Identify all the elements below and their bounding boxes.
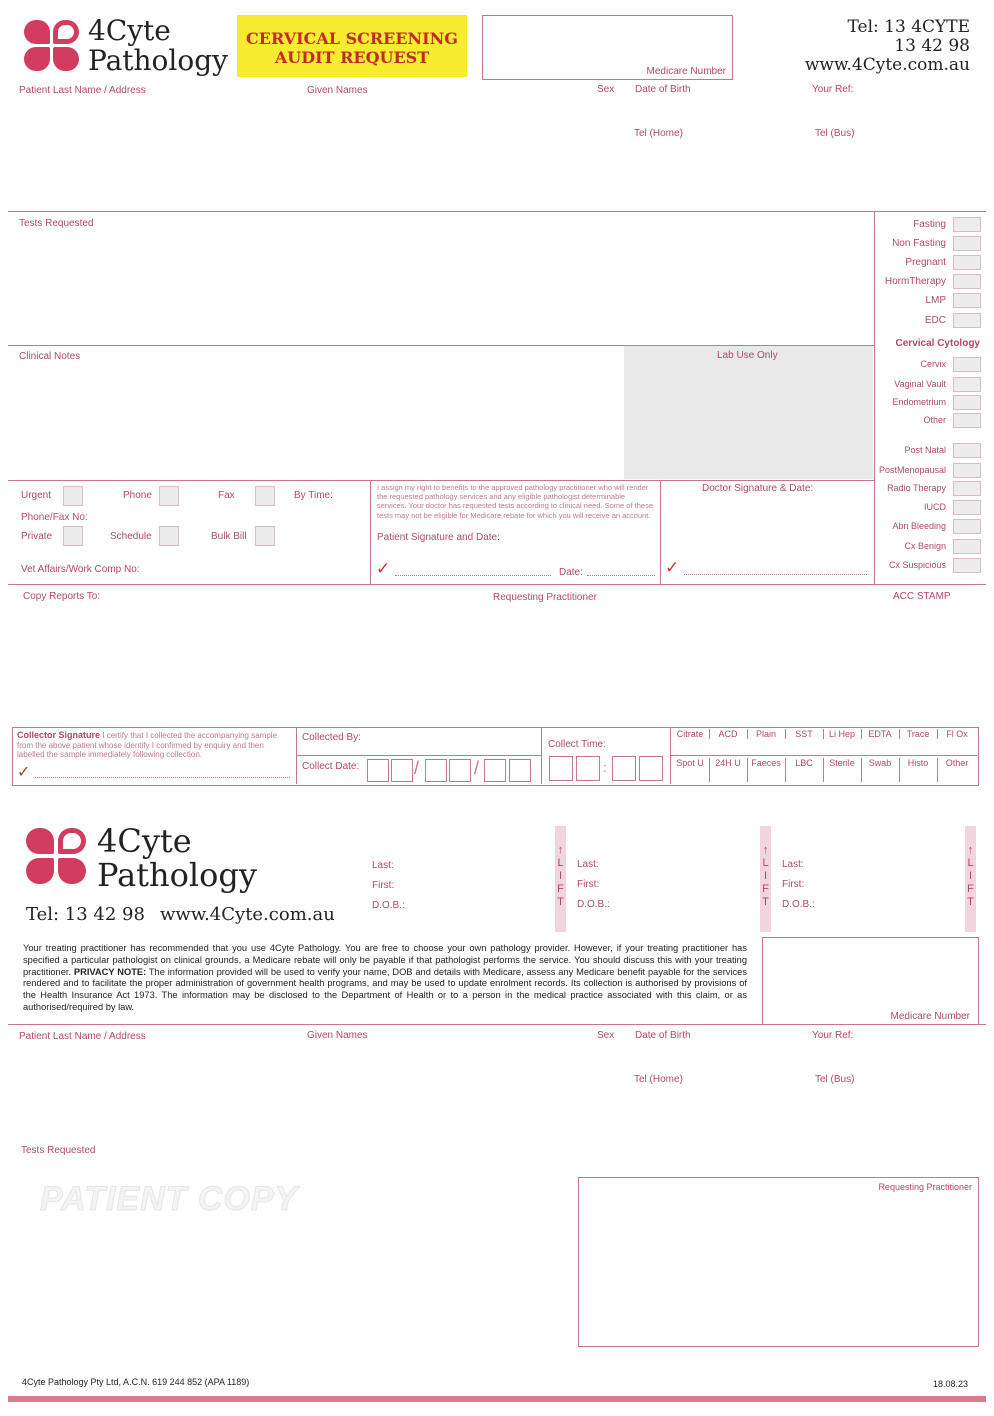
vaginal-vault-label: Vaginal Vault — [894, 379, 946, 389]
requesting-practitioner-label: Requesting Practitioner — [493, 592, 597, 603]
fasting-checkbox[interactable] — [953, 217, 981, 232]
bottom-requesting-label: Requesting Practitioner — [878, 1182, 972, 1192]
notice-text2: The information provided will be used to verify your name, DOB and details with Medicare, assess any Medicare benefit payable for the services rendered and to facilitate the proper administration of government health programs, and may be used to update enrolment records. Its collection is authorised by provisions of the Health Insurance Act 1973. The information may be disclosed to the Department of Health or to a person in the medical practice associated with this claim, or as authorised/required by law. — [23, 966, 747, 1012]
label3-dob: D.O.B.: — [782, 899, 815, 910]
patient-signature-line[interactable] — [395, 575, 551, 576]
collector-signature-line[interactable] — [35, 777, 290, 778]
doctor-signature-label: Doctor Signature & Date: — [702, 483, 814, 494]
lift-tab-2[interactable] — [760, 826, 771, 932]
patient-signature-check-icon: ✓ — [376, 559, 391, 578]
collector-title: Collector Signature — [17, 730, 101, 740]
your-ref-label: Your Ref: — [812, 84, 854, 95]
cx-benign-label: Cx Benign — [904, 541, 946, 551]
cervical-cytology-heading: Cervical Cytology — [895, 338, 980, 349]
audit-banner — [237, 15, 467, 77]
fax-label: Fax — [218, 490, 235, 501]
cervix-checkbox[interactable] — [953, 357, 981, 372]
bottom-logo-line1: 4Cyte — [97, 822, 192, 860]
phone-checkbox[interactable] — [159, 486, 179, 506]
bulk-bill-checkbox[interactable] — [255, 526, 275, 546]
bottom-dob-label: Date of Birth — [635, 1030, 691, 1041]
collector-desc: I certify that I collected the accompanying sample from the above patient whose identify I confirmed by enquiry and then labelled the sample immediately following collection. — [17, 731, 278, 759]
medicare-number-box[interactable] — [482, 15, 733, 80]
bottom-bar — [8, 1396, 986, 1402]
bottom-patient-last-name-label: Patient Last Name / Address — [19, 1031, 146, 1042]
other-label: Other — [923, 415, 946, 425]
tube-sst[interactable]: SST — [785, 729, 824, 739]
patient-last-name-label: Patient Last Name / Address — [19, 85, 146, 96]
label3-last: Last: — [782, 859, 804, 870]
label1-first: First: — [372, 880, 395, 891]
post-natal-label: Post Natal — [904, 445, 946, 455]
lab-use-only-area — [624, 346, 873, 479]
label3-first: First: — [782, 879, 805, 890]
footer-company: 4Cyte Pathology Pty Ltd, A.C.N. 619 244 852 (APA 1189) — [22, 1377, 250, 1387]
bottom-medicare-box[interactable] — [762, 937, 979, 1025]
bottom-logo-mark-icon — [26, 828, 54, 854]
date-line[interactable] — [587, 575, 655, 576]
abn-bleeding-label: Abn Bleeding — [892, 521, 946, 531]
edc-checkbox[interactable] — [953, 313, 981, 328]
non-fasting-checkbox[interactable] — [953, 236, 981, 251]
doctor-signature-check-icon: ✓ — [665, 558, 680, 577]
tel-line2: 13 42 98 — [894, 36, 970, 56]
collector-text — [17, 731, 293, 760]
cx-suspicious-label: Cx Suspicious — [888, 560, 946, 570]
urgent-label: Urgent — [21, 490, 52, 501]
endometrium-checkbox[interactable] — [953, 395, 981, 410]
lift-text: LIFT — [762, 857, 769, 908]
edc-label: EDC — [924, 315, 946, 326]
doctor-signature-line[interactable] — [684, 574, 867, 575]
bottom-tel: Tel: 13 42 98 — [26, 904, 145, 925]
bottom-sex-label: Sex — [597, 1030, 615, 1041]
label1-dob: D.O.B.: — [372, 900, 405, 911]
tube-histo[interactable]: Histo — [899, 758, 938, 782]
collector-check-icon: ✓ — [17, 764, 31, 781]
label2-last: Last: — [577, 859, 599, 870]
other-checkbox[interactable] — [953, 413, 981, 428]
medicare-number-label: Medicare Number — [646, 66, 726, 77]
bottom-tel-bus-label: Tel (Bus) — [815, 1074, 855, 1085]
given-names-label: Given Names — [307, 85, 368, 96]
radio-therapy-label: Radio Therapy — [887, 483, 946, 493]
footer-version: 18.08.23 — [933, 1379, 969, 1389]
lmp-label: LMP — [925, 295, 946, 306]
tube-edta[interactable]: EDTA — [861, 729, 900, 739]
schedule-checkbox[interactable] — [159, 526, 179, 546]
lift-tab-1[interactable] — [555, 826, 566, 932]
iucd-checkbox[interactable] — [953, 500, 981, 515]
contact-block — [805, 18, 970, 75]
sex-label: Sex — [597, 84, 615, 95]
lift-arrow-icon: ↑ — [967, 844, 974, 856]
bottom-tests-requested-label: Tests Requested — [21, 1145, 96, 1156]
horm-therapy-checkbox[interactable] — [953, 274, 981, 289]
cx-suspicious-checkbox[interactable] — [953, 558, 981, 573]
abn-bleeding-checkbox[interactable] — [953, 519, 981, 534]
tests-requested-label: Tests Requested — [19, 218, 94, 229]
banner-line2: AUDIT REQUEST — [274, 48, 430, 67]
tube-lbc[interactable]: LBC — [785, 758, 824, 782]
patient-copy-watermark: PATIENT COPY — [40, 1180, 299, 1218]
privacy-note-label: PRIVACY NOTE: — [73, 966, 147, 977]
bottom-medicare-label: Medicare Number — [890, 1011, 970, 1022]
date-label: Date: — [559, 567, 583, 578]
lmp-checkbox[interactable] — [953, 293, 981, 308]
iucd-label: IUCD — [924, 502, 946, 512]
website: www.4Cyte.com.au — [804, 55, 970, 75]
post-menopausal-checkbox[interactable] — [953, 463, 981, 478]
vet-affairs-label: Vet Affairs/Work Comp No: — [21, 564, 140, 575]
logo-name-line1: 4Cyte — [88, 14, 171, 47]
tube-sterile[interactable]: Sterile — [823, 758, 862, 782]
copy-reports-label: Copy Reports To: — [23, 591, 101, 602]
pregnant-checkbox[interactable] — [953, 255, 981, 270]
notice-text1: Your treating practitioner has recommended that you use 4Cyte Pathology. You are free to choose your own pathology provider. However, if your treating practitioner has specified a particular pathologist on clinical grounds, a Medicare rebate will only be payable if that pathologist performs the service. You should discuss this with your treating practitioner. — [23, 943, 747, 977]
post-natal-checkbox[interactable] — [953, 443, 981, 458]
tube-fl-ox[interactable]: Fl Ox — [946, 729, 968, 739]
fasting-label: Fasting — [913, 219, 946, 230]
private-label: Private — [21, 531, 53, 542]
tel-bus-label: Tel (Bus) — [815, 128, 855, 139]
bottom-website: www.4Cyte.com.au — [160, 904, 335, 925]
bottom-logo-line2: Pathology — [97, 856, 257, 894]
bottom-given-names-label: Given Names — [307, 1030, 368, 1041]
tel-home-label: Tel (Home) — [634, 128, 683, 139]
tube-plain[interactable]: Plain — [747, 729, 786, 739]
collect-time-label: Collect Time: — [548, 739, 606, 750]
pregnant-label: Pregnant — [905, 257, 946, 268]
bulk-bill-label: Bulk Bill — [211, 531, 247, 542]
bottom-tel-home-label: Tel (Home) — [634, 1074, 683, 1085]
logo-mark-icon — [24, 20, 50, 44]
tube-citrate[interactable]: Citrate — [671, 729, 710, 739]
collect-date-label: Collect Date: — [302, 761, 360, 772]
bottom-your-ref-label: Your Ref: — [812, 1030, 854, 1041]
label2-first: First: — [577, 879, 600, 890]
clinical-notes-label: Clinical Notes — [19, 351, 81, 362]
collected-by-label: Collected By: — [302, 732, 361, 743]
assignment-text: I assign my right to benefits to the approved pathology practitioner who will render the requested pathology services and any eligible pathologist determinable services. Your doctor has requested tests according to clinical need. Some of these tests may not be eligible for Medicare rebate for which you will receive an account. — [377, 483, 653, 520]
privacy-notice — [23, 943, 747, 1014]
lift-text: LIFT — [557, 857, 564, 908]
banner-line1: CERVICAL SCREENING — [246, 29, 458, 48]
lift-arrow-icon: ↑ — [762, 844, 769, 856]
tel-line1: Tel: 13 4CYTE — [847, 17, 970, 37]
tube-other[interactable]: Other — [945, 758, 969, 768]
tube-swab[interactable]: Swab — [861, 758, 900, 782]
lab-use-only-label: Lab Use Only — [717, 350, 778, 361]
tube-trace[interactable]: Trace — [899, 729, 938, 739]
tube-li-hep[interactable]: Li Hep — [823, 729, 862, 739]
label2-dob: D.O.B.: — [577, 899, 610, 910]
tube-faeces[interactable]: Faeces — [747, 758, 786, 782]
schedule-label: Schedule — [110, 531, 152, 542]
lift-text: LIFT — [967, 857, 974, 908]
fax-checkbox[interactable] — [255, 486, 275, 506]
by-time-label: By Time: — [294, 490, 333, 501]
tube-acd[interactable]: ACD — [709, 729, 748, 739]
lift-arrow-icon: ↑ — [557, 844, 564, 856]
horm-therapy-label: HormTherapy — [884, 276, 946, 287]
tube-24h-u[interactable]: 24H U — [709, 758, 748, 782]
acc-stamp-label: ACC STAMP — [893, 591, 951, 602]
private-checkbox[interactable] — [63, 526, 83, 546]
logo-name-line2: Pathology — [88, 44, 228, 77]
phone-fax-no-label: Phone/Fax No: — [21, 512, 88, 523]
radio-therapy-checkbox[interactable] — [953, 481, 981, 496]
tube-spot-u[interactable]: Spot U — [671, 758, 710, 782]
post-menopausal-label: PostMenopausal — [878, 465, 946, 475]
non-fasting-label: Non Fasting — [892, 238, 946, 249]
urgent-checkbox[interactable] — [63, 486, 83, 506]
lift-tab-3[interactable] — [965, 826, 976, 932]
phone-label: Phone — [123, 490, 152, 501]
patient-signature-label: Patient Signature and Date: — [377, 532, 500, 543]
dob-label: Date of Birth — [635, 84, 691, 95]
label1-last: Last: — [372, 860, 394, 871]
bottom-requesting-box[interactable] — [578, 1177, 979, 1347]
endometrium-label: Endometrium — [892, 397, 946, 407]
cx-benign-checkbox[interactable] — [953, 539, 981, 554]
cervix-label: Cervix — [920, 359, 946, 369]
vaginal-vault-checkbox[interactable] — [953, 377, 981, 392]
